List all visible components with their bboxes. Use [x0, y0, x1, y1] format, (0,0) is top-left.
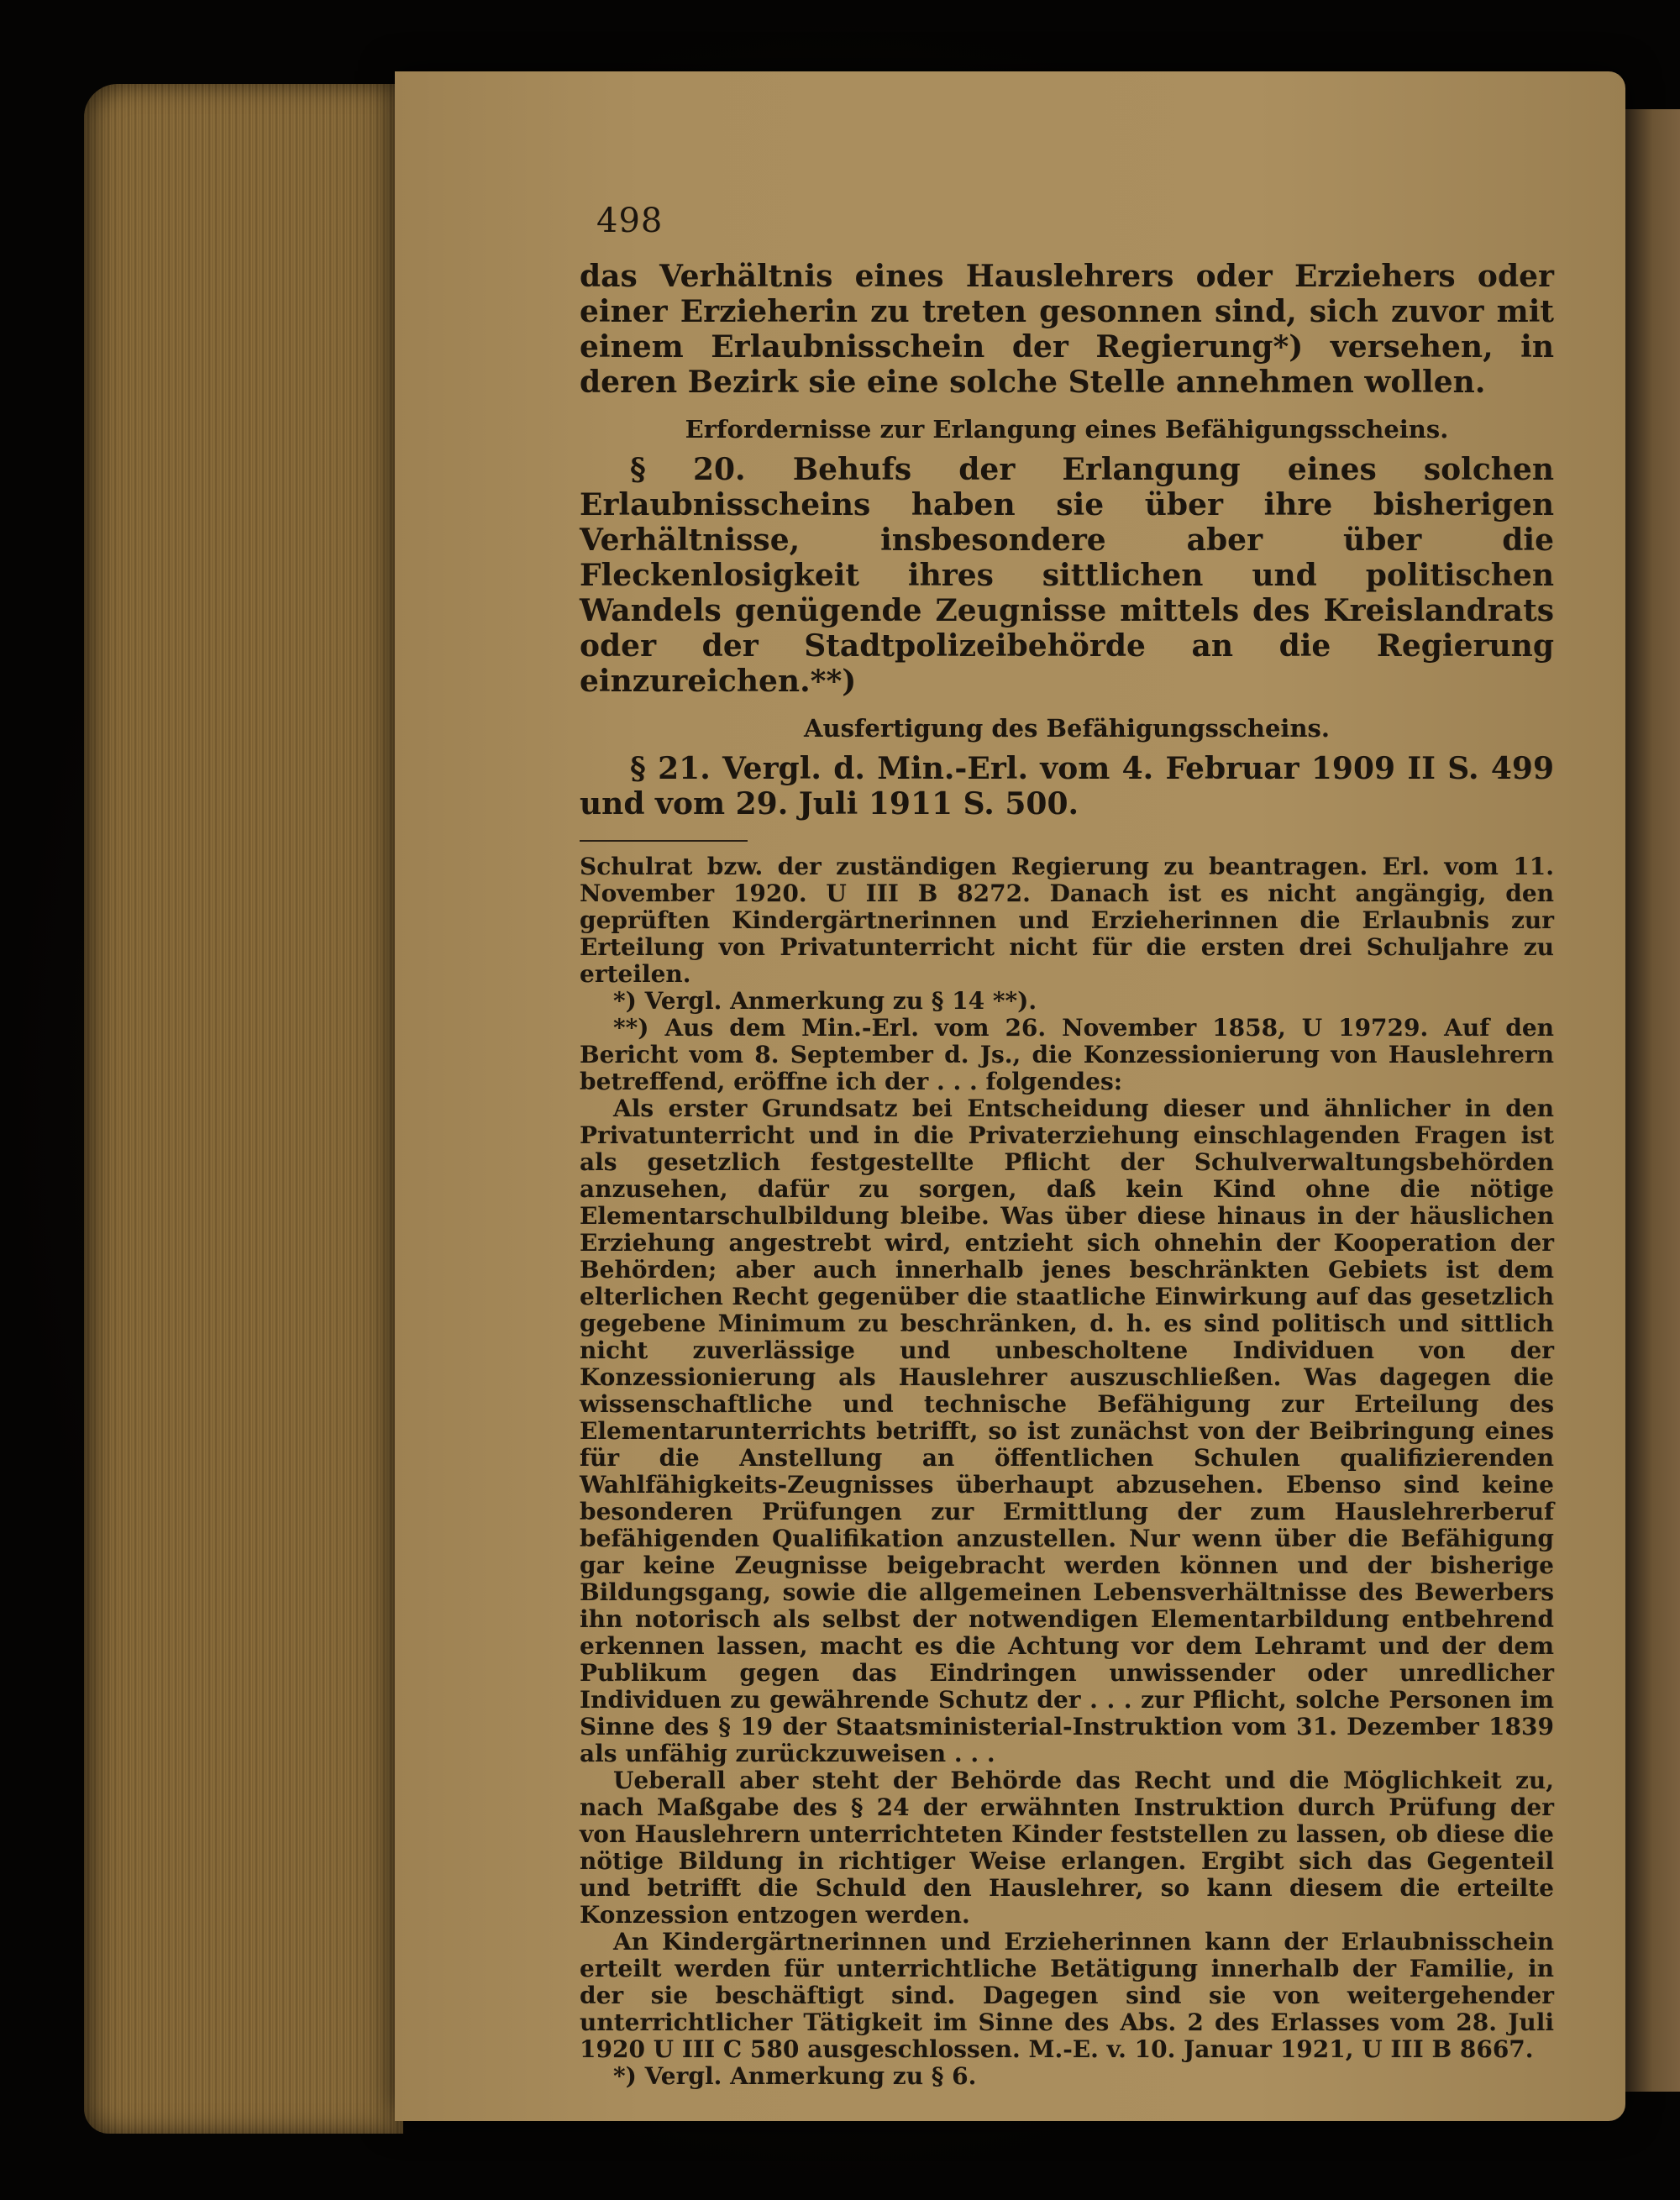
- footnote-divider: [580, 840, 748, 842]
- footnote-star: *) Vergl. Anmerkung zu § 14 **).: [613, 987, 1037, 1015]
- footnote-paragraph-1: Als erster Grundsatz bei Entscheidung dieser und ähnlicher in den Privatunterricht und in die Privaterziehung einschlagenden Fragen ist als gesetzlich festgestellte Pflicht der Schulverwaltungsbehörden anzusehen, dafür zu sorgen, daß kein Kind ohne die nötige Elementarschulbildung bleibe. Was über diese hinaus in der häuslichen Erziehung angestrebt wird, entzieht sich ohnehin der Kooperation der Behörden; aber auch innerhalb jenes beschränkten Gebiets ist dem elterlichen Recht gegenüber die staatliche Einwirkung auf das gesetzlich gegebene Minimum zu beschränken, d. h. es sind politisch und sittlich nicht zuverlässige und unbescholtene Individuen von der Konzessionierung als Hauslehrer auszuschließen. Was dagegen die wissenschaftliche und technische Befähigung zur Erteilung des Elementarunterrichts betrifft, so ist zunächst von der Beibringung eines für die Anstellung an öffentlichen Schulen qualifizierenden Wahlfähigkeits-Zeugnisses überhaupt abzusehen. Ebenso sind keine besonderen Prüfungen zur Ermittlung der zum Hauslehrerberuf befähigenden Qualifikation anzustellen. Nur wenn über die Befähigung gar keine Zeugnisse beigebracht werden können und der bisherige Bildungsgang, sowie die allgemeinen Lebensverhältnisse des Bewerbers ihn notorisch als selbst der notwendigen Elementarbildung entbehrend erkennen lassen, macht es die Achtung vor dem Lehramt und der dem Publikum gegen das Eindringen unwissender oder unredlicher Individuen zu gewährende Schutz der . . . zur Pflicht, solche Personen im Sinne des § 19 der Staatsministerial-Instruktion vom 31. Dezember 1839 als unfähig zurückzuweisen . . .: [580, 1095, 1554, 1767]
- footnote-double-star: **) Aus dem Min.-Erl. vom 26. November 1858, U 19729. Auf den Bericht vom 8. September d. Js., die Konzessionierung von Hauslehrern betreffend, eröffne ich der . . . folgendes:: [580, 1014, 1554, 1095]
- footnote-last: *) Vergl. Anmerkung zu § 6.: [613, 2062, 977, 2090]
- footnote-continuation: Schulrat bzw. der zuständigen Regierung zu beantragen. Erl. vom 11. November 1920. U III B 8272. Danach ist es nicht angängig, den geprüften Kindergärtnerinnen und Erzieherinnen die Erlaubnis zur Erteilung von Privatunterricht nicht für die ersten drei Schuljahre zu erteilen.: [580, 853, 1554, 988]
- footnote-paragraph-2: Ueberall aber steht der Behörde das Recht und die Möglichkeit zu, nach Maßgabe des § 24 der erwähnten Instruktion durch Prüfung der von Hauslehrern unterrichteten Kinder feststellen zu lassen, ob diese die nötige Bildung in richtiger Weise erlangen. Ergibt sich das Gegenteil und betrifft die Schuld den Hauslehrer, so kann diesem die erteilte Konzession entzogen werden.: [580, 1767, 1554, 1929]
- intro-paragraph: das Verhältnis eines Hauslehrers oder Erziehers oder einer Erzieherin zu treten gesonnen sind, sich zuvor mit einem Erlaubnisschein der Regierung*) versehen, in deren Bezirk sie eine solche Stelle annehmen wollen.: [580, 259, 1554, 400]
- section-heading-issuance: Ausfertigung des Befähigungsscheins.: [804, 714, 1330, 743]
- page-number: 498: [596, 202, 664, 240]
- paragraph-21: § 21. Vergl. d. Min.-Erl. vom 4. Februar 1909 II S. 499 und vom 29. Juli 1911 S. 500.: [580, 751, 1554, 822]
- book-page-edges: [84, 84, 403, 2134]
- page-text: [580, 202, 1554, 2090]
- footnote-paragraph-3: An Kindergärtnerinnen und Erzieherinnen kann der Erlaubnisschein erteilt werden für unterrichtliche Betätigung innerhalb der Familie, in der sie beschäftigt sind. Dagegen sind sie von weitergehender unterrichtlicher Tätigkeit im Sinne des Abs. 2 des Erlasses vom 28. Juli 1920 U III C 580 ausgeschlossen. M.-E. v. 10. Januar 1921, U III B 8667.: [580, 1928, 1554, 2063]
- section-heading-requirements: Erfordernisse zur Erlangung eines Befähigungsscheins.: [685, 415, 1449, 444]
- next-page-edge: [1625, 109, 1680, 2092]
- paragraph-20: § 20. Behufs der Erlangung eines solchen Erlaubnisscheins haben sie über ihre bisherigen Verhältnisse, insbesondere aber über die Fleckenlosigkeit ihres sittlichen und politischen Wandels genügende Zeugnisse mittels des Kreislandrats oder der Stadtpolizeibehörde an die Regierung einzureichen.**): [580, 452, 1554, 699]
